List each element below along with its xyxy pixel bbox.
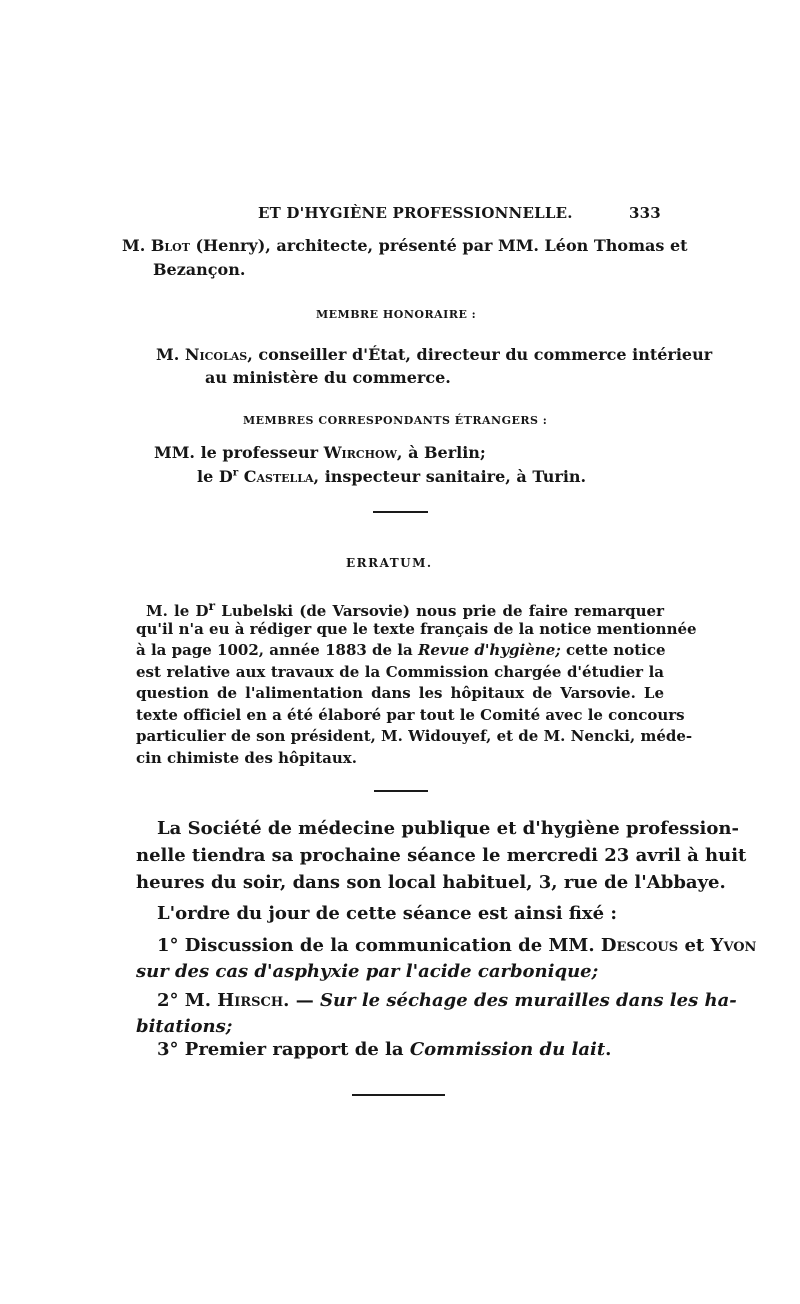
- member-name: Nicolas: [184, 345, 248, 364]
- erratum-line: est relative aux travaux de la Commission chargée d'étudier la: [136, 662, 664, 681]
- member-entry-wirchow: [154, 443, 486, 462]
- superscript: r: [232, 466, 239, 479]
- running-header-title: ET D'HYGIÈNE PROFESSIONNELLE.: [258, 204, 573, 222]
- member-prefix: le D: [197, 467, 233, 486]
- member-prefix: MM. le professeur: [154, 443, 324, 462]
- agenda-item-1-continued: sur des cas d'asphyxie par l'acide carbonique;: [136, 961, 599, 982]
- page-number: 333: [629, 204, 661, 222]
- member-details: , à Berlin;: [396, 443, 486, 462]
- erratum-line: particulier de son président, M. Widouyef, et de M. Nencki, méde-: [136, 727, 693, 745]
- member-name: Wirchow: [323, 443, 397, 462]
- announcement-line: nelle tiendra sa prochaine séance le mercredi 23 avril à huit: [136, 845, 747, 866]
- agenda-item-2-continued: bitations;: [136, 1016, 233, 1037]
- member-entry-blot-continued: Bezançon.: [153, 260, 246, 279]
- agenda-item-3: 3° Premier rapport de la Commission du lait.: [157, 1039, 612, 1060]
- member-name: Castella: [238, 467, 314, 486]
- agenda-item-2: 2° M. Hirsch. — Sur le séchage des murailles dans les ha-: [157, 990, 737, 1011]
- member-prefix: M.: [122, 236, 151, 255]
- member-details: , conseiller d'État, directeur du commerce intérieur: [247, 345, 713, 364]
- member-entry-nicolas: [156, 345, 712, 364]
- erratum-line: à la page 1002, année 1883 de la Revue d'hygiène; cette notice: [136, 641, 666, 659]
- member-details: (Henry), architecte, présenté par MM. Léon Thomas et: [189, 236, 688, 255]
- erratum-line: qu'il n'a eu à rédiger que le texte français de la notice mentionnée: [136, 619, 697, 638]
- section-heading-correspondants: MEMBRES CORRESPONDANTS ÉTRANGERS :: [243, 414, 548, 427]
- separator-rule: [374, 790, 428, 792]
- member-details: , inspecteur sanitaire, à Turin.: [313, 467, 587, 486]
- agenda-intro: L'ordre du jour de cette séance est ainsi fixé :: [157, 903, 617, 924]
- agenda-item-1: 1° Discussion de la communication de MM. Descous et Yvon: [157, 935, 757, 956]
- erratum-line: texte officiel en a été élaboré par tout le Comité avec le concours: [136, 705, 685, 724]
- announcement-line: La Société de médecine publique et d'hygiène profession-: [157, 818, 739, 839]
- erratum-title: ERRATUM.: [346, 556, 433, 570]
- member-entry-castella: [197, 467, 586, 486]
- separator-rule: [352, 1094, 445, 1096]
- erratum-line: cin chimiste des hôpitaux.: [136, 748, 357, 767]
- section-heading-honoraire: MEMBRE HONORAIRE :: [316, 308, 477, 321]
- member-entry-nicolas-continued: au ministère du commerce.: [205, 368, 451, 387]
- erratum-line: question de l'alimentation dans les hôpitaux de Varsovie. Le: [136, 684, 664, 702]
- separator-rule: [373, 511, 428, 513]
- announcement-line: heures du soir, dans son local habituel, 3, rue de l'Abbaye.: [136, 872, 726, 893]
- member-name: Blot: [150, 236, 190, 255]
- member-prefix: M.: [156, 345, 185, 364]
- member-entry-blot: [122, 236, 688, 255]
- erratum-line: M. le $D^r$ Lubelski (de Varsovie) nous prie de faire remarquer: [146, 598, 664, 620]
